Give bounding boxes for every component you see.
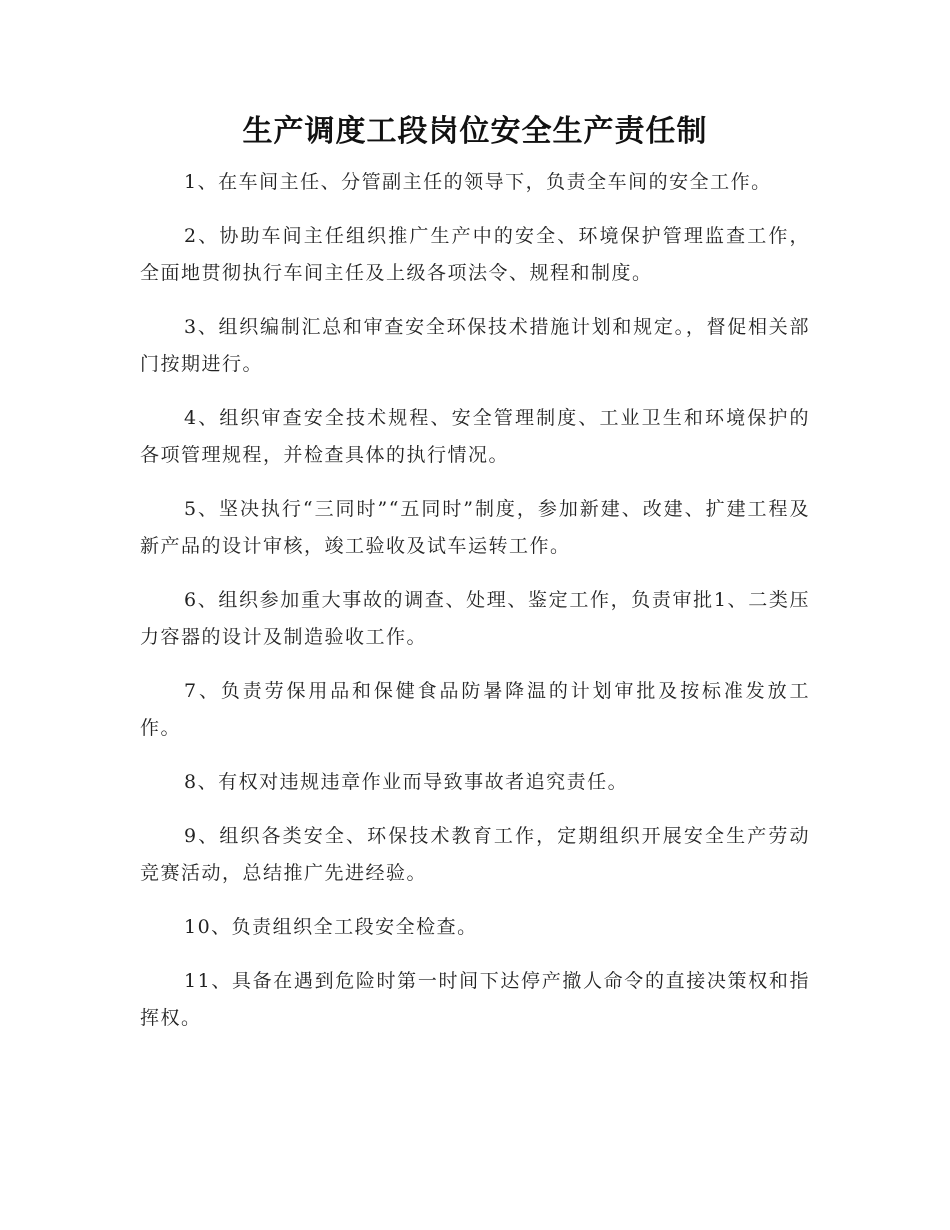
document-title: 生产调度工段岗位安全生产责任制 [242, 114, 708, 149]
paragraph-10: 10、负责组织全工段安全检查。 [184, 916, 478, 938]
paragraph-7: 7、负责劳保用品和保健食品防暑降温的计划审批及按标准发放工作。 [140, 680, 810, 739]
paragraph-11: 11、具备在遇到危险时第一时间下达停产撤人命令的直接决策权和指挥权。 [140, 970, 810, 1029]
paragraph-1: 1、在车间主任、分管副主任的领导下，负责全车间的安全工作。 [184, 171, 772, 193]
paragraph-5: 5、坚决执行“三同时”“五同时”制度，参加新建、改建、扩建工程及新产品的设计审核，竣工验收及试车运转工作。 [140, 498, 810, 557]
paragraph-2: 2、协助车间主任组织推广生产中的安全、环境保护管理监查工作，全面地贯彻执行车间主任及上级各项法令、规程和制度。 [140, 225, 810, 284]
paragraph-8: 8、有权对违规违章作业而导致事故者追究责任。 [184, 771, 629, 793]
paragraph-9: 9、组织各类安全、环保技术教育工作，定期组织开展安全生产劳动竞赛活动，总结推广先进经验。 [140, 825, 810, 884]
document-body [140, 164, 810, 1054]
paragraph-6: 6、组织参加重大事故的调查、处理、鉴定工作，负责审批1、二类压力容器的设计及制造验收工作。 [140, 589, 810, 648]
paragraph-3: 3、组织编制汇总和审查安全环保技术措施计划和规定。，督促相关部门按期进行。 [140, 316, 810, 375]
paragraph-4: 4、组织审查安全技术规程、安全管理制度、工业卫生和环境保护的各项管理规程，并检查具体的执行情况。 [140, 407, 810, 466]
